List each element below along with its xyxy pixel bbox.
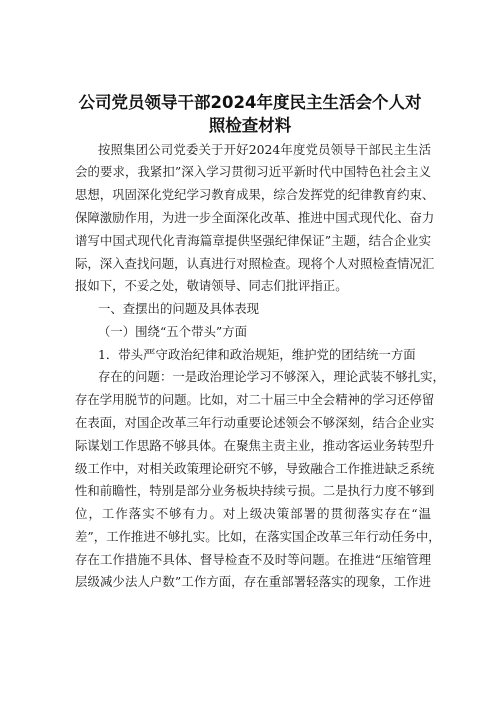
- paragraph-line: 谱写中国式现代化青海篇章提供坚强纪律保证”主题，结合企业实: [75, 233, 431, 248]
- paragraph-line: 位，工作落实不够有力。对上级决策部署的贯彻落实存在“温: [75, 506, 431, 521]
- paragraph-line: 层级减少法人户数”工作方面，存在重部署轻落实的现象，工作进: [75, 574, 431, 589]
- document-title-line-1: 公司党员领导干部2024年度民主生活会个人对: [78, 93, 422, 112]
- paragraph-line: 保障激励作用，为进一步全面深化改革、推进中国式现代化、奋力: [75, 210, 435, 225]
- paragraph-line: 报如下，不妥之处，敬请领导、同志们批评指正。: [75, 278, 348, 293]
- paragraph-line: 在表面，对国企改革三年行动重要论述领会不够深刻，结合企业实: [75, 415, 435, 430]
- paragraph-line: 级工作中，对相关政策理论研究不够，导致融合工作推进缺乏系统: [75, 461, 435, 476]
- subsection-heading: （一）围绕“五个带头”方面: [98, 324, 247, 339]
- paragraph-line: 按照集团公司党委关于开好2024年度党员领导干部民主生活: [98, 142, 431, 157]
- paragraph-line: 存在工作措施不具体、督导检查不及时等问题。在推进“压缩管理: [75, 552, 431, 567]
- paragraph-line: 存在学用脱节的问题。比如，对二十届三中全会精神的学习还停留: [75, 392, 435, 407]
- paragraph-line: 差”，工作推进不够扎实。比如，在落实国企改革三年行动任务中，: [75, 529, 441, 544]
- paragraph-line: 会的要求，我紧扣”深入学习贯彻习近平新时代中国特色社会主义: [75, 164, 431, 179]
- paragraph-line: 存在的问题：一是政治理论学习不够深入，理论武装不够扎实，: [98, 369, 445, 384]
- paragraph-line: 际，深入查找问题，认真进行对照检查。现将个人对照检查情况汇: [75, 256, 435, 271]
- paragraph-line: 际谋划工作思路不够具体。在聚焦主责主业，推动客运业务转型升: [75, 438, 435, 453]
- section-heading: 一、查摆出的问题及具体表现: [98, 301, 260, 316]
- item-heading: 1．带头严守政治纪律和政治规矩，维护党的团结统一方面: [98, 347, 416, 362]
- paragraph-line: 思想，巩固深化党纪学习教育成果，综合发挥党的纪律教育约束、: [75, 187, 435, 202]
- paragraph-line: 性和前瞻性，特别是部分业务板块持续亏损。二是执行力度不够到: [75, 483, 435, 498]
- document-title-line-2: 照检查材料: [208, 116, 292, 135]
